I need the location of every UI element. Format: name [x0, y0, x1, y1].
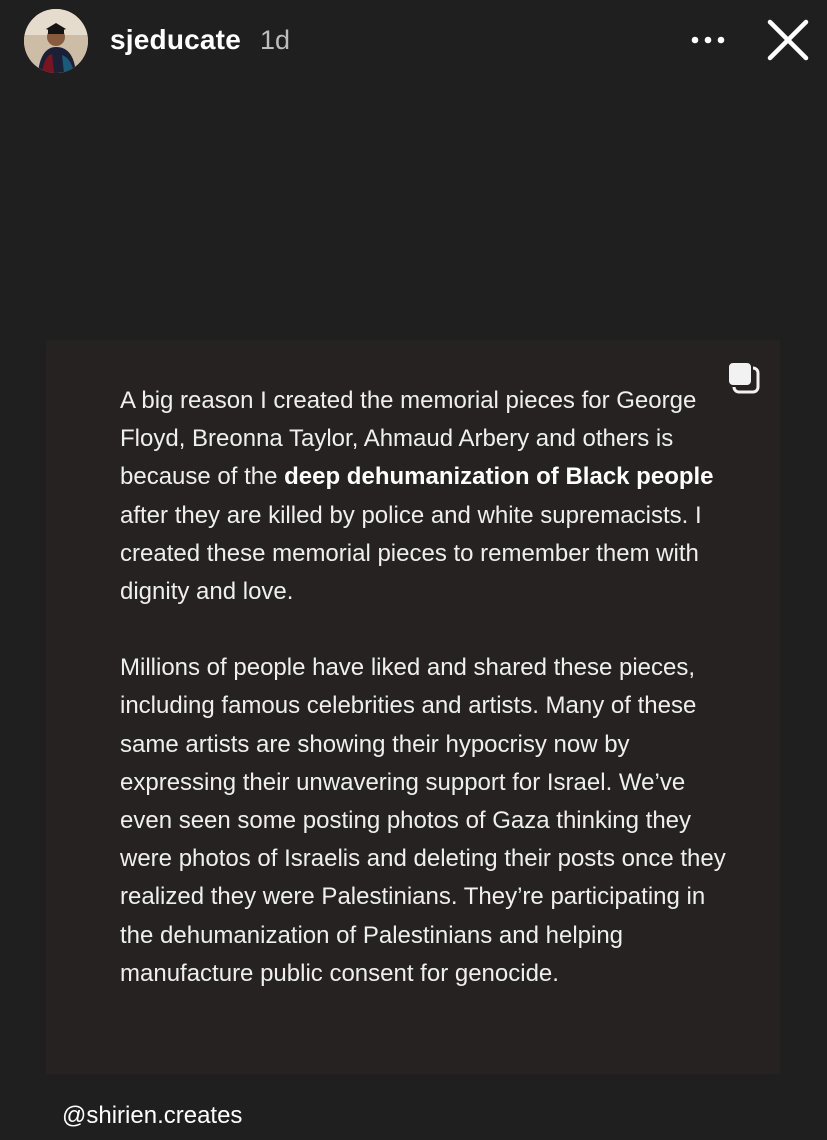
close-icon — [764, 16, 812, 64]
more-horizontal-icon — [686, 22, 730, 56]
post-caption — [120, 382, 740, 993]
avatar-image — [24, 9, 88, 73]
avatar[interactable] — [24, 9, 88, 73]
post-paragraph-1 — [120, 382, 740, 611]
post-paragraph-2: Millions of people have liked and shared these pieces, including famous celebrities and artists. Many of these same artists are showing their hypocrisy now by expressing their unwavering support for Israel. We’ve even seen some posting photos of Gaza thinking they were photos of Israelis and deleting their posts once they realized they were Palestinians. They’re participating in the dehumanization of Palestinians and helping manufacture public consent for genocide. — [120, 654, 726, 987]
paragraph-1-text-end: after they are killed by police and white supremacists. I created these memorial pieces to remember them with dignity and love. — [120, 501, 702, 606]
story-header — [0, 0, 827, 90]
paragraph-1-text-start: A big reason I created the memorial pieces for George Floyd, Breonna Taylor, Ahmaud Arbery and others is because of the — [120, 387, 697, 491]
paragraph-1-bold-text: deep dehumanization of Black people — [284, 463, 714, 491]
close-button[interactable] — [764, 16, 812, 64]
post-timestamp: 1d — [260, 25, 291, 55]
mention-tag[interactable]: @shirien.creates — [62, 1102, 243, 1129]
shared-post-card[interactable] — [46, 340, 780, 1074]
username[interactable]: sjeducate — [110, 24, 241, 55]
more-options-button[interactable] — [686, 22, 730, 56]
